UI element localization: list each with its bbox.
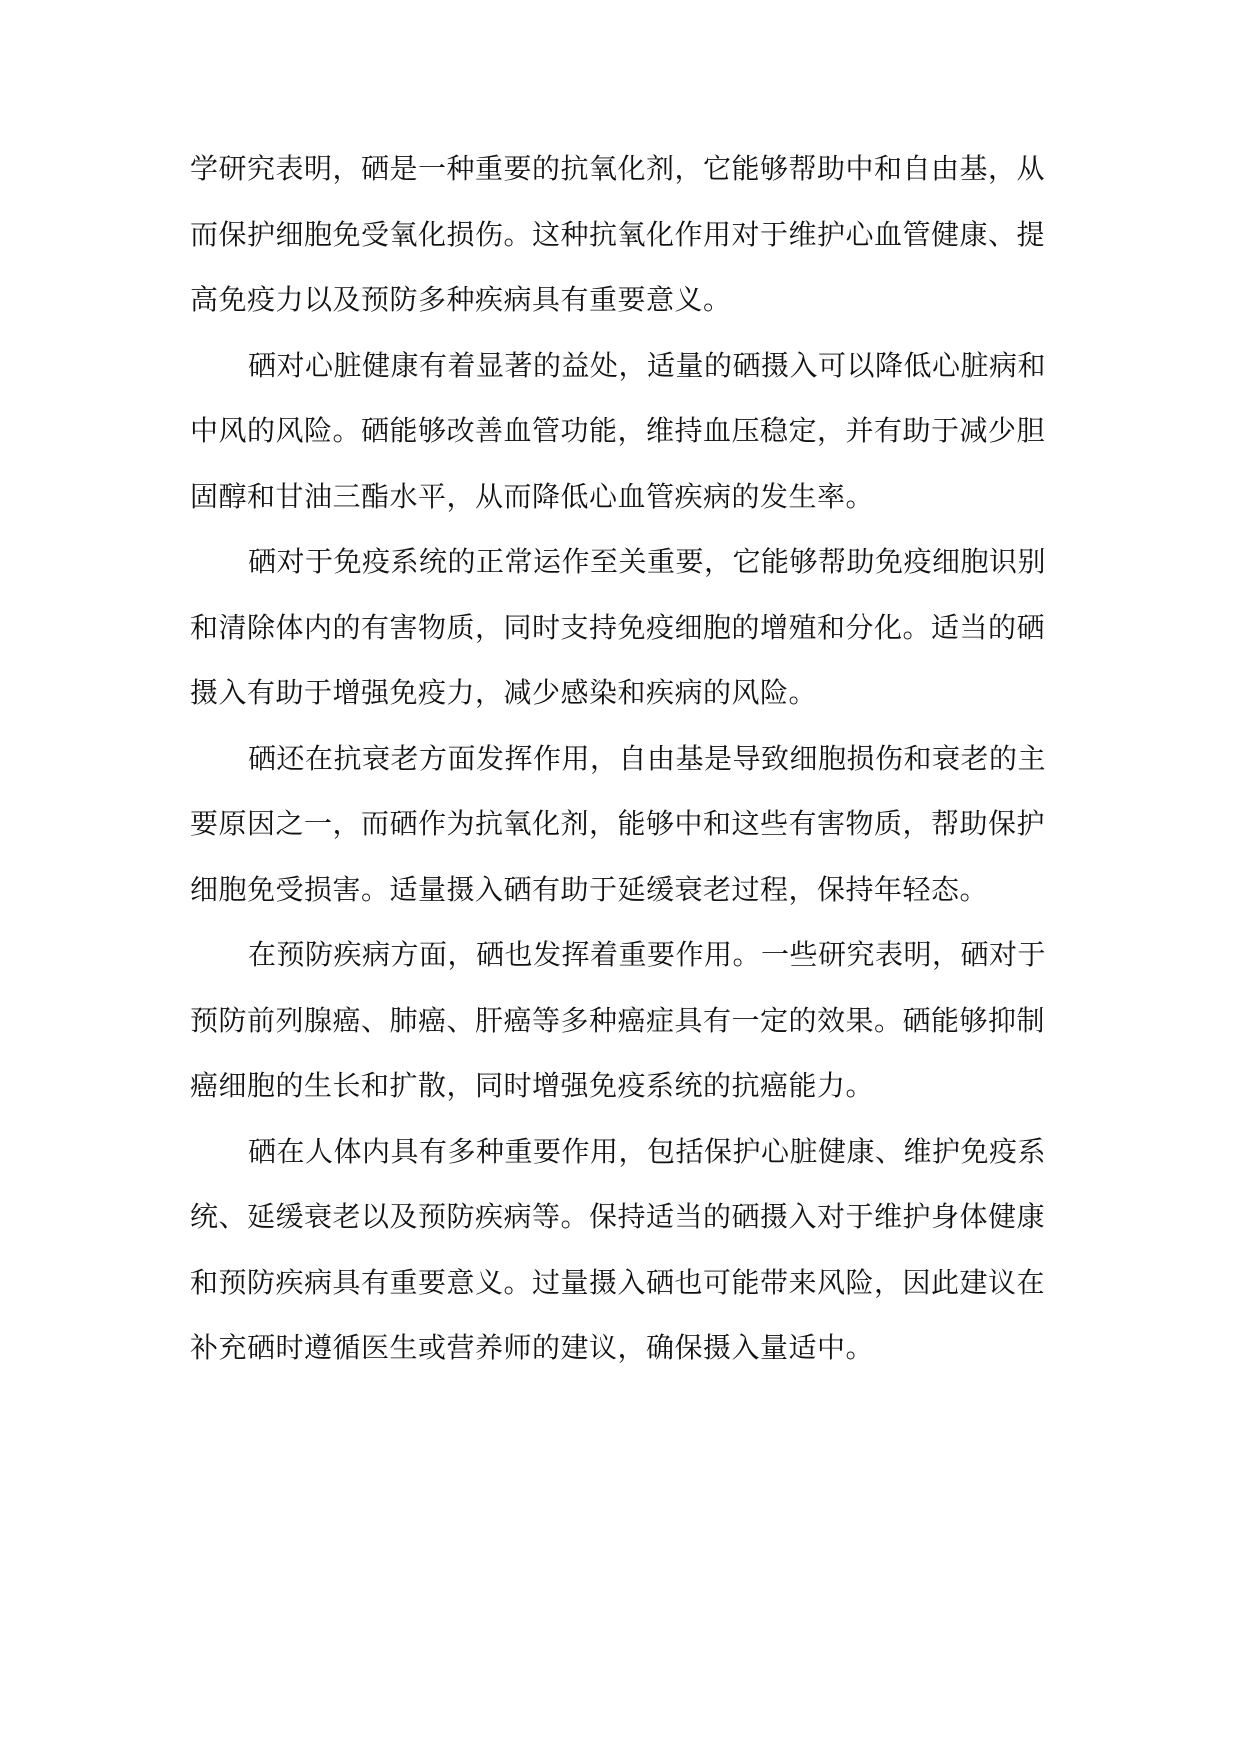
paragraph-antioxidant-intro — [190, 136, 1060, 333]
paragraph-line: 固醇和甘油三酯水平，从而降低心血管疾病的发生率。 — [190, 479, 875, 513]
paragraph-immune-system — [190, 529, 1060, 726]
paragraph-line: 在预防疾病方面，硒也发挥着重要作用。一些研究表明，硒对于 — [248, 938, 1047, 971]
paragraph-line: 高免疫力以及预防多种疾病具有重要意义。 — [190, 283, 732, 316]
paragraph-anti-aging — [190, 726, 1060, 923]
paragraph-heart-health — [190, 333, 1060, 530]
paragraph-line: 硒对于免疫系统的正常运作至关重要，它能够帮助免疫细胞识别 — [248, 545, 1047, 578]
paragraph-line: 要原因之一，而硒作为抗氧化剂，能够中和这些有害物质，帮助保护 — [190, 807, 1046, 840]
paragraph-line: 统、延缓衰老以及预防疾病等。保持适当的硒摄入对于维护身体健康 — [190, 1200, 1046, 1233]
paragraph-line: 癌细胞的生长和扩散，同时增强免疫系统的抗癌能力。 — [190, 1069, 875, 1102]
paragraph-line: 硒对心脏健康有着显著的益处，适量的硒摄入可以降低心脏病和 — [248, 348, 1047, 382]
paragraph-line: 细胞免受损害。适量摄入硒有助于延缓衰老过程，保持年轻态。 — [190, 872, 989, 906]
paragraph-line: 而保护细胞免受氧化损伤。这种抗氧化作用对于维护心血管健康、提 — [190, 217, 1046, 251]
paragraph-line: 和清除体内的有害物质，同时支持免疫细胞的增殖和分化。适当的硒 — [190, 610, 1046, 644]
document-body — [190, 136, 1060, 1381]
paragraph-summary — [190, 1119, 1060, 1381]
paragraph-line: 摄入有助于增强免疫力，减少感染和疾病的风险。 — [190, 676, 818, 709]
paragraph-line: 学研究表明，硒是一种重要的抗氧化剂，它能够帮助中和自由基，从 — [190, 152, 1046, 185]
paragraph-line: 硒还在抗衰老方面发挥作用，自由基是导致细胞损伤和衰老的主 — [248, 741, 1047, 775]
paragraph-disease-prevention — [190, 922, 1060, 1119]
paragraph-line: 中风的风险。硒能够改善血管功能，维持血压稳定，并有助于减少胆 — [190, 414, 1046, 447]
paragraph-line: 补充硒时遵循医生或营养师的建议，确保摄入量适中。 — [190, 1331, 875, 1364]
paragraph-line: 和预防疾病具有重要意义。过量摄入硒也可能带来风险，因此建议在 — [190, 1265, 1046, 1299]
paragraph-line: 硒在人体内具有多种重要作用，包括保护心脏健康、维护免疫系 — [248, 1134, 1047, 1168]
paragraph-line: 预防前列腺癌、肺癌、肝癌等多种癌症具有一定的效果。硒能够抑制 — [190, 1003, 1046, 1037]
